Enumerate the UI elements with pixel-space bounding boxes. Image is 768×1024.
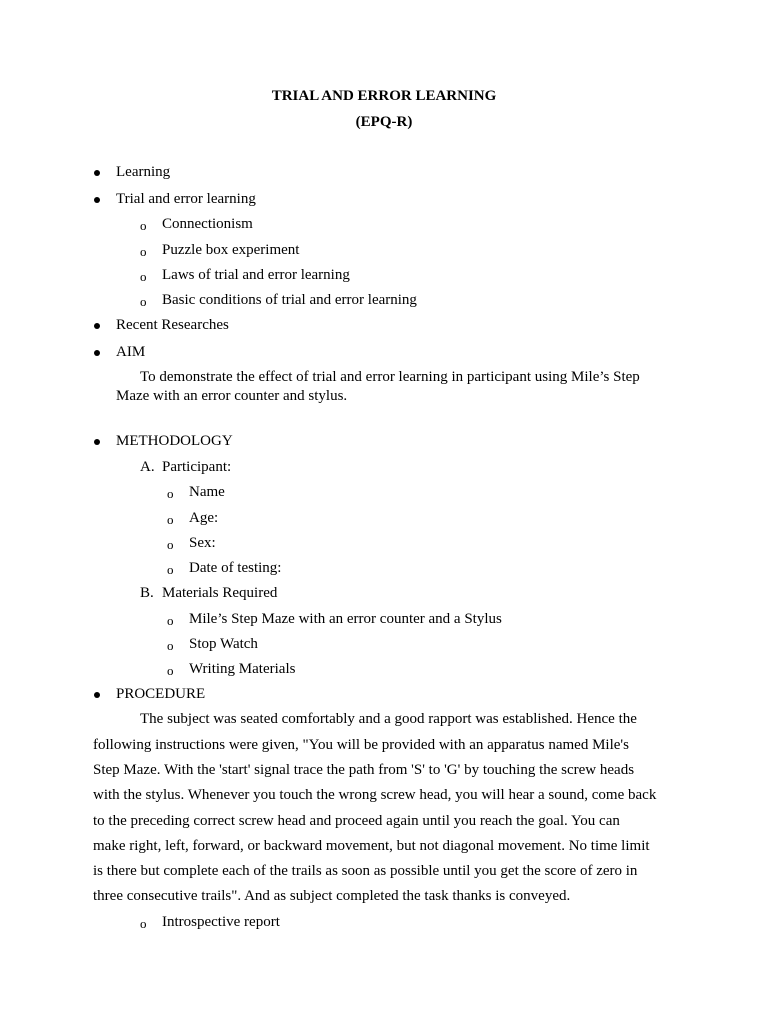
section-letter: B. (140, 585, 154, 601)
subtopic-item: Laws of trial and error learning (162, 267, 350, 283)
bullet-icon (94, 350, 100, 356)
circle-bullet-icon: o (140, 244, 147, 259)
topic-trial-error: Trial and error learning (116, 191, 256, 207)
bullet-icon (94, 170, 100, 176)
procedure-text-line: The subject was seated comfortably and a good rapport was established. Hence the (140, 711, 637, 727)
circle-bullet-icon: o (140, 916, 147, 931)
aim-text-line: Maze with an error counter and stylus. (116, 388, 348, 404)
procedure-text-line: with the stylus. Whenever you touch the wrong screw head, you will hear a sound, come back (93, 787, 657, 803)
document-title: TRIAL AND ERROR LEARNING (271, 88, 497, 104)
bullet-icon (94, 439, 100, 445)
subtopic-item: Connectionism (162, 216, 253, 232)
methodology-heading: METHODOLOGY (116, 433, 233, 449)
aim-heading: AIM (116, 344, 146, 360)
participant-item: Age: (189, 510, 219, 526)
materials-item: Mile’s Step Maze with an error counter and a Stylus (189, 611, 502, 627)
subtopic-item: Basic conditions of trial and error learning (162, 292, 417, 308)
circle-bullet-icon: o (167, 638, 174, 653)
circle-bullet-icon: o (167, 613, 174, 628)
topic-learning: Learning (116, 164, 171, 180)
circle-bullet-icon: o (167, 512, 174, 527)
circle-bullet-icon: o (140, 294, 147, 309)
materials-item: Writing Materials (189, 661, 296, 677)
procedure-text-line: three consecutive trails". And as subject completed the task thanks is conveyed. (93, 888, 571, 904)
procedure-text-line: to the preceding correct screw head and proceed again until you reach the goal. You can (93, 813, 620, 829)
procedure-text-line: make right, left, forward, or backward movement, but not diagonal movement. No time limit (93, 838, 650, 854)
aim-text-line: To demonstrate the effect of trial and error learning in participant using Mile’s Step (140, 369, 640, 385)
bullet-icon (94, 323, 100, 329)
document-subtitle: (EPQ-R) (355, 114, 413, 130)
circle-bullet-icon: o (167, 537, 174, 552)
section-letter: A. (140, 459, 155, 475)
participant-item: Sex: (189, 535, 216, 551)
circle-bullet-icon: o (167, 663, 174, 678)
participant-label: Participant: (162, 459, 232, 475)
subtopic-item: Puzzle box experiment (162, 242, 300, 258)
procedure-text-line: following instructions were given, "You will be provided with an apparatus named Mile's (93, 737, 629, 753)
circle-bullet-icon: o (140, 218, 147, 233)
procedure-heading: PROCEDURE (116, 686, 206, 702)
procedure-text-line: is there but complete each of the trails as soon as possible until you get the score of zero in (93, 863, 638, 879)
bullet-icon (94, 197, 100, 203)
topic-recent-researches: Recent Researches (116, 317, 229, 333)
participant-item: Date of testing: (189, 560, 282, 576)
circle-bullet-icon: o (167, 562, 174, 577)
materials-label: Materials Required (162, 585, 278, 601)
circle-bullet-icon: o (140, 269, 147, 284)
circle-bullet-icon: o (167, 486, 174, 501)
procedure-sub-item: Introspective report (162, 914, 280, 930)
bullet-icon (94, 692, 100, 698)
materials-item: Stop Watch (189, 636, 258, 652)
procedure-text-line: Step Maze. With the 'start' signal trace the path from 'S' to 'G' by touching the screw heads (93, 762, 635, 778)
participant-item: Name (189, 484, 225, 500)
